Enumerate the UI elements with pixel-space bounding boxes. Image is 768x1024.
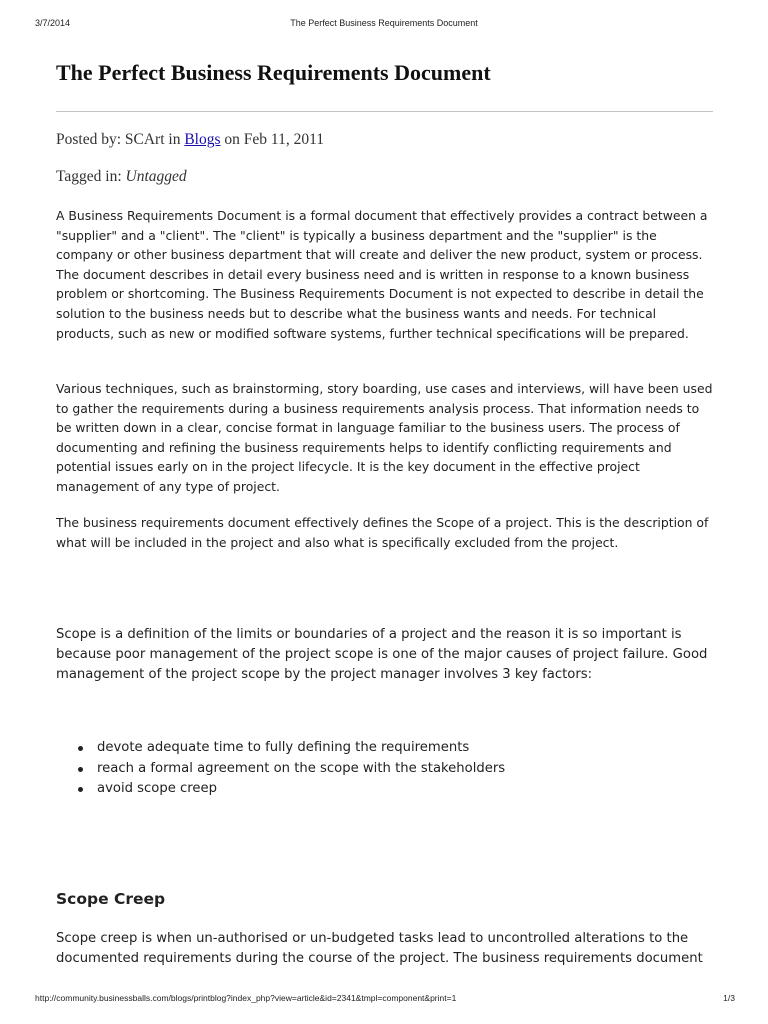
page-title: The Perfect Business Requirements Document	[56, 60, 491, 85]
section-heading-scope-creep: Scope Creep	[56, 890, 166, 908]
print-header-title: The Perfect Business Requirements Document	[290, 18, 478, 28]
paragraph-intro: A Business Requirements Document is a formal document that effectively provides a contract between a "supplier" and a "client". The "client" is typically a business department and the "supplier" is the company or other business department that will create and deliver the new product, system or process. The document describes in detail every business need and is written in response to a known business problem or shortcoming. The Business Requirements Document is not expected to describe in detail the solution to the business needs but to describe what the business wants and needs. For technical products, such as new or modified software systems, further technical specifications will be prepared.	[56, 208, 708, 341]
list-item: avoid scope creep	[97, 779, 757, 800]
tagged-label: Tagged in:	[56, 168, 126, 185]
post-tags	[56, 168, 716, 186]
list-item: devote adequate time to fully defining the requirements	[97, 738, 757, 759]
category-link[interactable]: Blogs	[184, 131, 221, 148]
key-factors-list	[56, 738, 757, 800]
paragraph-scope-importance: Scope is a definition of the limits or boundaries of a project and the reason it is so important is because poor management of the project scope is one of the major causes of project failure. Good management of the project scope by the project manager involves 3 key factors:	[56, 627, 708, 682]
print-date: 3/7/2014	[35, 18, 71, 28]
page-number: 1/3	[723, 993, 735, 1003]
tag-value: Untagged	[125, 168, 187, 185]
print-url: http://community.businessballs.com/blogs/printblog?index_php?view=article&id=2341&tmpl=component&print=1	[35, 993, 457, 1003]
paragraph-scope-definition: The business requirements document effectively defines the Scope of a project. This is the description of what will be included in the project and also what is specifically excluded from the project.	[56, 515, 709, 550]
list-item: reach a formal agreement on the scope with the stakeholders	[97, 759, 757, 780]
posted-by-label: Posted by: SCArt in	[56, 131, 185, 148]
paragraph-techniques: Various techniques, such as brainstorming, story boarding, use cases and interviews, will have been used to gather the requirements during a business requirements analysis process. That information needs to be written down in a clear, concise format in language familiar to the business users. The process of documenting and refining the business requirements helps to identify conflicting requirements and potential issues early on in the project lifecycle. It is the key document in the effective project management of any type of project.	[56, 381, 713, 494]
post-meta	[56, 131, 716, 149]
print-header	[0, 18, 768, 32]
posted-date-label: on Feb 11, 2011	[220, 131, 324, 148]
paragraph-scope-creep: Scope creep is when un-authorised or un-budgeted tasks lead to uncontrolled alterations to the documented requirements during the course of the project. The business requirements document	[56, 931, 703, 966]
title-divider	[56, 111, 713, 112]
print-footer	[0, 993, 768, 1007]
